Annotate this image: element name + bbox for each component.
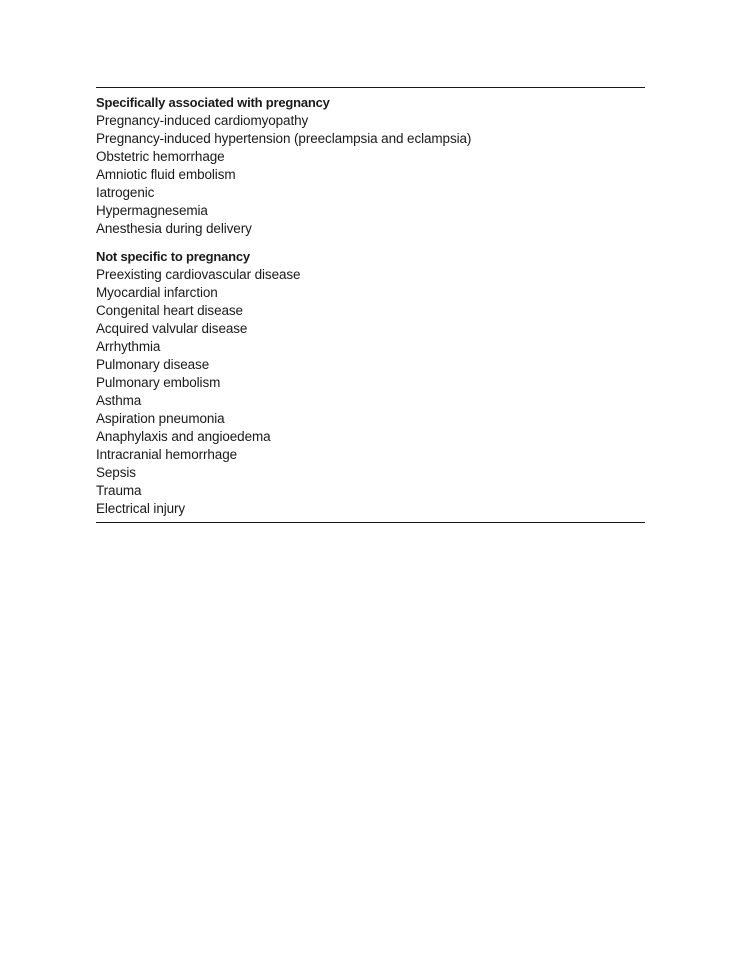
list-item: Pregnancy-induced cardiomyopathy bbox=[96, 113, 309, 128]
section-heading: Specifically associated with pregnancy bbox=[96, 95, 330, 110]
list-item: Obstetric hemorrhage bbox=[96, 149, 225, 164]
list-item: Anaphylaxis and angioedema bbox=[96, 429, 271, 444]
list-item: Anesthesia during delivery bbox=[96, 221, 252, 236]
causes-table bbox=[96, 87, 645, 523]
list-item: Myocardial infarction bbox=[96, 285, 218, 300]
list-item: Aspiration pneumonia bbox=[96, 411, 225, 426]
section-pregnancy-specific bbox=[96, 94, 645, 238]
list-item: Hypermagnesemia bbox=[96, 203, 208, 218]
list-item: Sepsis bbox=[96, 465, 136, 480]
list-item: Iatrogenic bbox=[96, 185, 155, 200]
list-item: Acquired valvular disease bbox=[96, 321, 248, 336]
list-item: Arrhythmia bbox=[96, 339, 161, 354]
list-item: Congenital heart disease bbox=[96, 303, 243, 318]
list-item: Amniotic fluid embolism bbox=[96, 167, 236, 182]
list-item: Electrical injury bbox=[96, 501, 186, 516]
list-item: Pulmonary disease bbox=[96, 357, 210, 372]
list-item: Preexisting cardiovascular disease bbox=[96, 267, 301, 282]
list-item: Trauma bbox=[96, 483, 142, 498]
list-item: Pregnancy-induced hypertension (preeclampsia and eclampsia) bbox=[96, 131, 472, 146]
list-item: Intracranial hemorrhage bbox=[96, 447, 238, 462]
section-not-pregnancy-specific bbox=[96, 248, 645, 518]
list-item: Pulmonary embolism bbox=[96, 375, 221, 390]
list-item: Asthma bbox=[96, 393, 142, 408]
section-heading: Not specific to pregnancy bbox=[96, 249, 250, 264]
